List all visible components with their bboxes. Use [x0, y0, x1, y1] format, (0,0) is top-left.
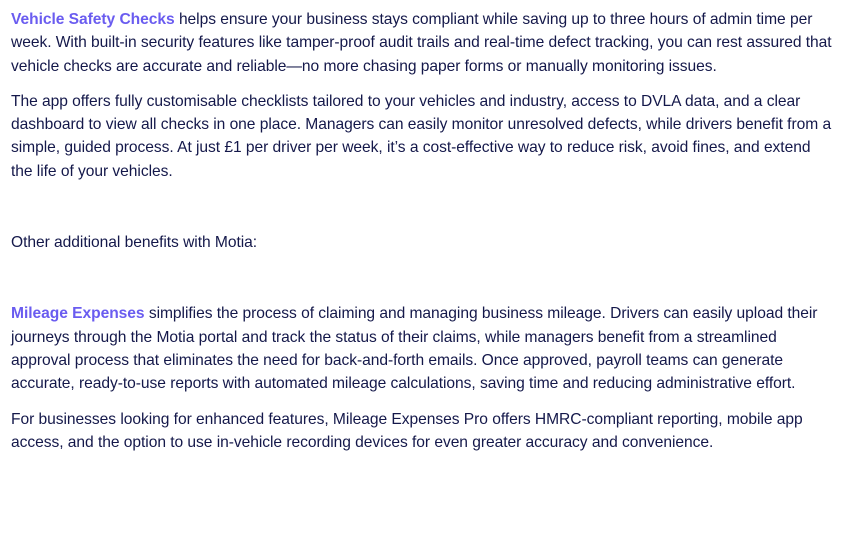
additional-benefits-heading: Other additional benefits with Motia:	[11, 234, 258, 252]
mileage-expenses-intro-paragraph	[11, 302, 833, 395]
mileage-expenses-details-paragraph: For businesses looking for enhanced features, Mileage Expenses Pro offers HMRC-compliant reporting, mobile app access, and the option to use in-vehicle recording devices for even greater accuracy and convenience.	[11, 410, 803, 451]
vehicle-checks-intro-text: helps ensure your business stays compliant while saving up to three hours of admin time per week. With built-in security features like tamper-proof audit trails and real-time defect tracking, you can rest assured that vehicle checks are accurate and reliable—no more chasing paper forms or manually monitoring issues.	[11, 11, 832, 75]
mileage-expenses-intro-text: simplifies the process of claiming and managing business mileage. Drivers can easily upload their journeys through the Motia portal and track the status of their claims, while managers benefit from a streamlined approval process that eliminates the need for back-and-forth emails. Once approved, payroll teams can generate accurate, ready-to-use reports with automated mileage calculations, saving time and reducing administrative effort.	[11, 305, 818, 393]
spacer	[11, 183, 833, 231]
vehicle-safety-checks-link[interactable]: Vehicle Safety Checks	[11, 11, 175, 28]
mileage-expenses-link[interactable]: Mileage Expenses	[11, 305, 145, 323]
spacer	[11, 254, 833, 302]
mileage-expenses-section	[11, 302, 833, 454]
vehicle-checks-details-paragraph: The app offers fully customisable checklists tailored to your vehicles and industry, access to DVLA data, and a clear dashboard to view all checks in one place. Managers can easily monitor unresolved defects, while drivers benefit from a simple, guided process. At just £1 per driver per week, it’s a cost-effective way to reduce risk, avoid fines, and extend the life of your vehicles.	[11, 92, 832, 180]
vehicle-checks-intro-paragraph	[11, 8, 833, 78]
vehicle-safety-checks-section	[11, 8, 833, 183]
